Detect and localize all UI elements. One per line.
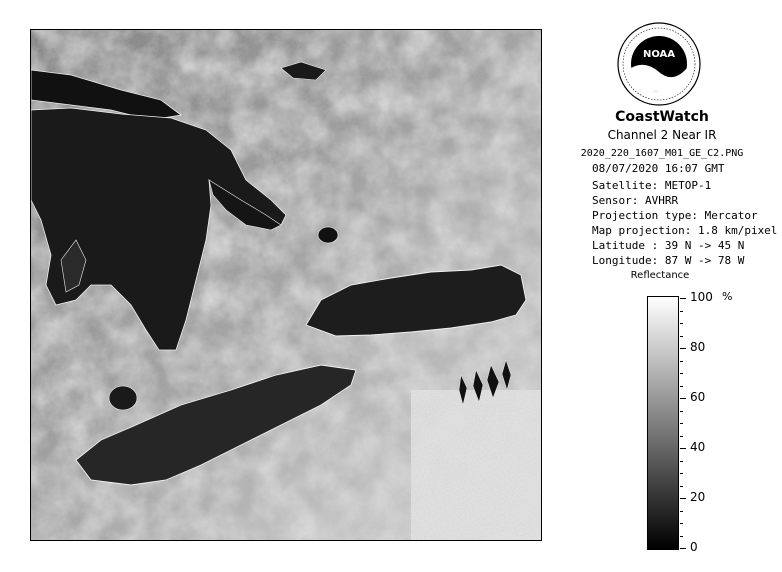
- svg-text:NOAA: NOAA: [642, 49, 676, 60]
- scale-tick-label: 100: [690, 290, 713, 304]
- scale-minor-tick: [680, 461, 683, 462]
- scale-tick-label: 60: [690, 390, 706, 404]
- product-title: CoastWatch: [615, 109, 709, 125]
- satellite-image: [30, 29, 542, 541]
- lake-st-clair: [109, 386, 137, 410]
- scale-title: Reflectance: [630, 270, 690, 281]
- longitude-label: Longitude: 87 W -> 78 W: [592, 254, 745, 267]
- scale-minor-tick: [680, 373, 683, 374]
- scale-minor-tick: [680, 436, 683, 437]
- latitude-label: Latitude : 39 N -> 45 N: [592, 239, 745, 252]
- map-projection-label: Map projection: 1.8 km/pixel: [592, 224, 778, 237]
- scale-tick: [680, 498, 686, 499]
- satellite-map-svg: [31, 30, 542, 541]
- scale-minor-tick: [680, 511, 683, 512]
- scale-minor-tick: [680, 361, 683, 362]
- scale-tick: [680, 398, 686, 399]
- scale-tick-label: 20: [690, 490, 706, 504]
- projection-type-label: Projection type: Mercator: [592, 209, 758, 222]
- scale-tick: [680, 348, 686, 349]
- acquisition-datetime: 08/07/2020 16:07 GMT: [592, 162, 725, 175]
- scale-minor-tick: [680, 523, 683, 524]
- scale-minor-tick: [680, 536, 683, 537]
- scale-tick-label: 80: [690, 340, 706, 354]
- scale-minor-tick: [680, 336, 683, 337]
- scale-tick-label: 0: [690, 540, 698, 554]
- scale-minor-tick: [680, 473, 683, 474]
- scale-tick: [680, 298, 686, 299]
- scale-tick: [680, 448, 686, 449]
- scale-tick-label: 40: [690, 440, 706, 454]
- reflectance-colorbar: [647, 296, 679, 550]
- scale-minor-tick: [680, 386, 683, 387]
- noaa-logo: [617, 22, 701, 106]
- satellite-label: Satellite: METOP-1: [592, 179, 712, 192]
- sensor-label: Sensor: AVHRR: [592, 194, 679, 207]
- scale-tick: [680, 548, 686, 549]
- scale-minor-tick: [680, 411, 683, 412]
- scale-minor-tick: [680, 486, 683, 487]
- scale-minor-tick: [680, 323, 683, 324]
- scale-minor-tick: [680, 423, 683, 424]
- product-subtitle: Channel 2 Near IR: [607, 128, 717, 142]
- lake-simcoe: [318, 227, 338, 243]
- scale-unit: %: [722, 290, 733, 303]
- product-filename: 2020_220_1607_M01_GE_C2.PNG: [580, 148, 744, 159]
- scale-minor-tick: [680, 311, 683, 312]
